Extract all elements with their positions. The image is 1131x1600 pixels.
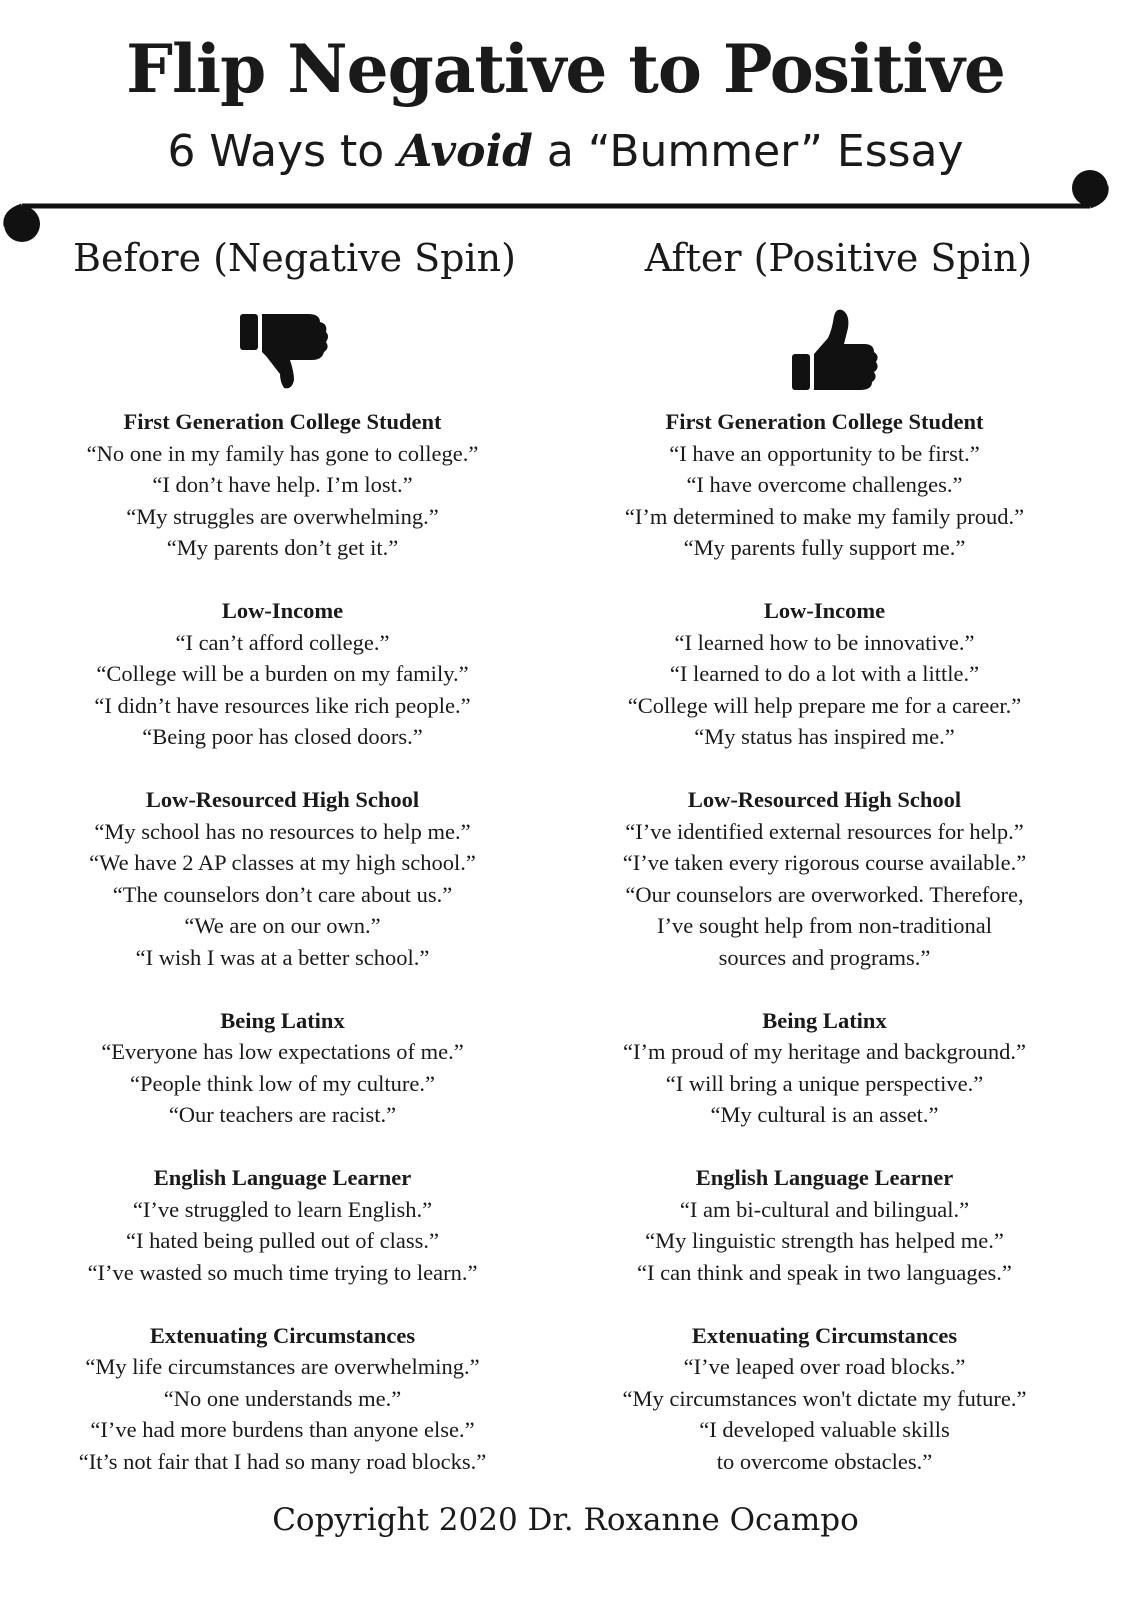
quote-line: “I’ve taken every rigorous course available.”: [622, 850, 1027, 875]
quote-line: “I can think and speak in two languages.”: [637, 1259, 1012, 1285]
quote-line: “My parents fully support me.”: [683, 535, 966, 560]
before-column: [0, 406, 565, 1509]
quote-line: “People think low of my culture.”: [130, 1070, 435, 1096]
quote-line: “My linguistic strength has helped me.”: [645, 1228, 1004, 1253]
after-column: [542, 406, 1107, 1509]
quote-line: “My cultural is an asset.”: [710, 1102, 939, 1127]
quote-line: “We have 2 AP classes at my high school.”: [89, 850, 476, 875]
quote-line: “I’ve had more burdens than anyone else.”: [90, 1417, 475, 1442]
quote-line: “I learned to do a lot with a little.”: [669, 661, 980, 686]
section-title: English Language Learner: [153, 1165, 412, 1190]
quote-line: “The counselors don’t care about us.”: [112, 881, 453, 907]
thumbs-down-icon: [236, 310, 332, 390]
quote-line: “I’ve struggled to learn English.”: [132, 1196, 433, 1222]
quote-line: “I wish I was at a better school.”: [135, 944, 430, 970]
section-title: English Language Learner: [695, 1165, 954, 1190]
quote-line: “I’ve wasted so much time trying to learn.”: [87, 1259, 478, 1285]
subtitle-prefix: 6 Ways to: [167, 126, 399, 177]
quote-line: “It’s not fair that I had so many road blocks.”: [78, 1448, 487, 1474]
quote-line: “My parents don’t get it.”: [166, 535, 399, 560]
quote-line: “I’m determined to make my family proud.”: [624, 503, 1025, 529]
quote-line: “I am bi-cultural and bilingual.”: [679, 1196, 970, 1222]
subtitle-suffix: a “Bummer” Essay: [532, 126, 964, 177]
section-title: First Generation College Student: [665, 409, 984, 434]
section-title: Low-Resourced High School: [687, 787, 962, 812]
quote-line: “I have an opportunity to be first.”: [669, 440, 980, 466]
quote-line: “Our teachers are racist.”: [168, 1102, 397, 1127]
section-title: First Generation College Student: [123, 409, 442, 434]
after-section: [542, 1005, 1107, 1131]
quote-line: “I don’t have help. I’m lost.”: [152, 472, 413, 497]
quote-line: “My life circumstances are overwhelming.”: [85, 1354, 480, 1379]
before-section: [0, 1005, 565, 1131]
before-section: [0, 784, 565, 973]
after-section: [542, 595, 1107, 753]
quote-line: “I’m proud of my heritage and background.”: [623, 1039, 1026, 1064]
quote-line: “My struggles are overwhelming.”: [126, 503, 439, 529]
quote-line: “My circumstances won't dictate my future.”: [622, 1385, 1027, 1411]
before-section: [0, 1162, 565, 1288]
page-title: Flip Negative to Positive: [126, 30, 1005, 108]
copyright-footer: Copyright 2020 Dr. Roxanne Ocampo: [272, 1502, 859, 1538]
after-section: [542, 406, 1107, 564]
quote-line: “My school has no resources to help me.”: [94, 818, 471, 844]
section-title: Being Latinx: [220, 1007, 345, 1033]
quote-line: “College will be a burden on my family.”: [96, 661, 469, 686]
quote-line: “I learned how to be innovative.”: [674, 629, 975, 655]
section-title: Low-Resourced High School: [145, 787, 420, 812]
section-title: Extenuating Circumstances: [149, 1322, 416, 1348]
quote-line: “Our counselors are overworked. Therefore, I’ve sought help from non-traditional sources and programs.”: [625, 881, 1024, 970]
quote-line: “I can’t afford college.”: [175, 629, 390, 655]
before-section: [0, 406, 565, 564]
after-section: [542, 784, 1107, 973]
quote-line: “No one in my family has gone to college.”: [86, 440, 479, 466]
after-heading: After (Positive Spin): [644, 236, 1033, 280]
quote-line: “I didn’t have resources like rich people.”: [94, 692, 471, 718]
section-title: Low-Income: [763, 598, 886, 623]
quote-line: “College will help prepare me for a career.”: [627, 692, 1022, 718]
quote-line: “I’ve identified external resources for help.”: [625, 818, 1024, 844]
quote-line: “Everyone has low expectations of me.”: [101, 1039, 464, 1064]
before-heading: Before (Negative Spin): [73, 236, 516, 280]
thumbs-up-icon: [786, 308, 882, 396]
quote-line: “We are on our own.”: [184, 913, 381, 938]
after-section: [542, 1320, 1107, 1478]
quote-line: “I have overcome challenges.”: [686, 472, 963, 497]
quote-line: “No one understands me.”: [163, 1385, 402, 1411]
quote-line: “My status has inspired me.”: [694, 724, 955, 749]
section-title: Being Latinx: [762, 1007, 887, 1033]
quote-line: “I developed valuable skills to overcome obstacles.”: [699, 1417, 950, 1474]
quote-line: “Being poor has closed doors.”: [142, 724, 423, 749]
quote-line: “I’ve leaped over road blocks.”: [683, 1354, 966, 1379]
quote-line: “I will bring a unique perspective.”: [665, 1070, 984, 1096]
quote-line: “I hated being pulled out of class.”: [125, 1228, 440, 1253]
subtitle-emphasis: Avoid: [398, 126, 533, 177]
before-section: [0, 1320, 565, 1478]
section-title: Low-Income: [221, 598, 344, 623]
section-title: Extenuating Circumstances: [691, 1322, 958, 1348]
before-section: [0, 595, 565, 753]
after-section: [542, 1162, 1107, 1288]
